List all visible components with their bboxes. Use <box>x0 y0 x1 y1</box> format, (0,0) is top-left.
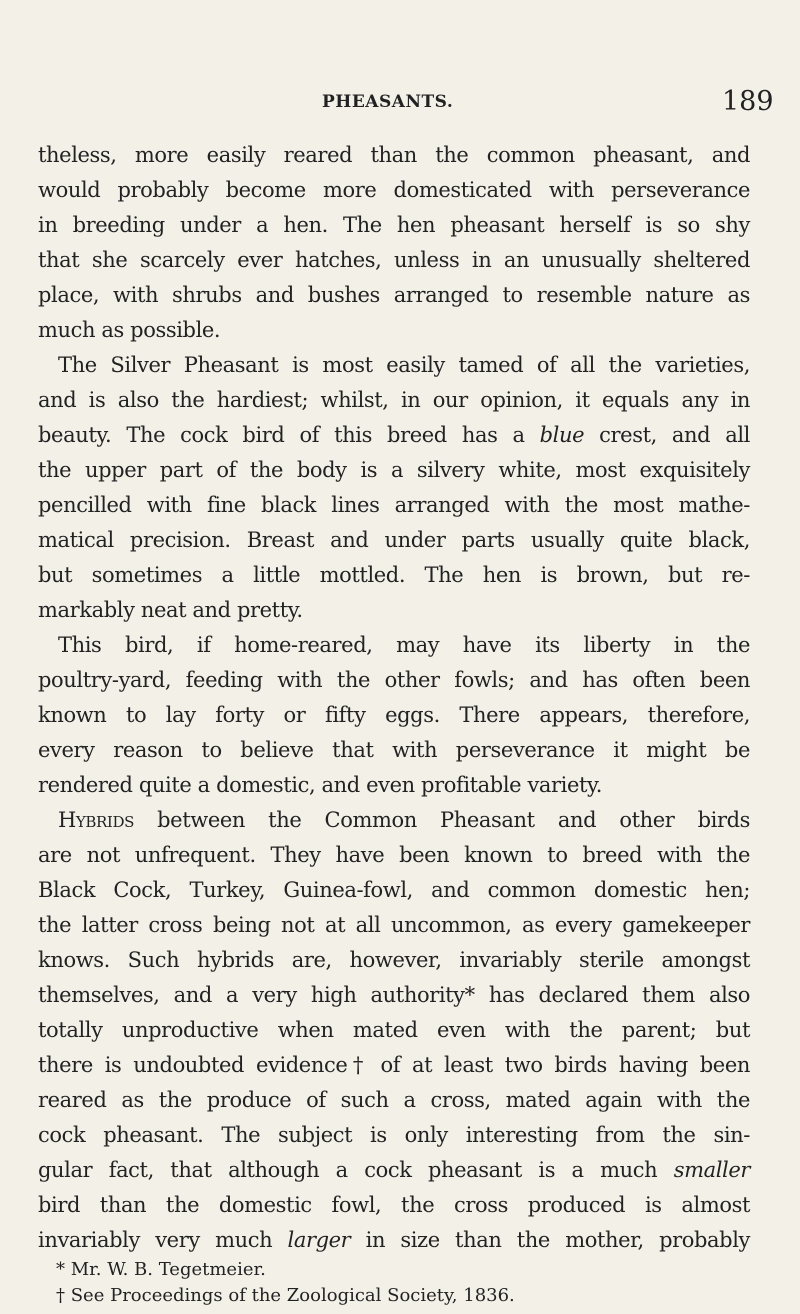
text-line: are not unfrequent. They have been known to breed with the <box>38 843 750 867</box>
paragraph-start-line: The Silver Pheasant is most easily tamed of all the varieties, <box>58 353 750 377</box>
text-line: bird than the domestic fowl, the cross produced is almost <box>38 1193 750 1217</box>
text-line: reared as the produce of such a cross, mated again with the <box>38 1088 750 1112</box>
paragraph-start-line <box>58 805 750 835</box>
text-span: in size than the mother, probably <box>350 1228 750 1252</box>
text-line: theless, more easily reared than the common pheasant, and <box>38 143 750 167</box>
text-line: the upper part of the body is a silvery white, most exquisitely <box>38 458 750 482</box>
text-line: place, with shrubs and bushes arranged to resemble nature as <box>38 283 750 307</box>
text-line: knows. Such hybrids are, however, invariably sterile amongst <box>38 948 750 972</box>
text-line: Black Cock, Turkey, Guinea-fowl, and common domestic hen; <box>38 878 750 902</box>
paragraph-start-line: This bird, if home-reared, may have its liberty in the <box>58 633 750 657</box>
text-line: and is also the hardiest; whilst, in our opinion, it equals any in <box>38 388 750 412</box>
text-line <box>38 420 750 450</box>
italic-word-blue: blue <box>539 423 585 447</box>
text-line: there is undoubted evidence† of at least two birds having been <box>38 1053 750 1077</box>
text-line: in breeding under a hen. The hen pheasant herself is so shy <box>38 213 750 237</box>
page-number: 189 <box>722 86 774 117</box>
text-line: would probably become more domesticated with perseverance <box>38 178 750 202</box>
text-line: much as possible. <box>38 318 221 342</box>
text-line: matical precision. Breast and under parts usually quite black, <box>38 528 750 552</box>
text-line: the latter cross being not at all uncommon, as every gamekeeper <box>38 913 750 937</box>
text-span: beauty. The cock bird of this breed has a <box>38 423 540 447</box>
text-span: crest, and all <box>584 423 750 447</box>
text-line <box>38 1225 750 1255</box>
text-line: poultry-yard, feeding with the other fowls; and has often been <box>38 668 750 692</box>
italic-word-larger: larger <box>287 1228 351 1252</box>
smallcaps-heading-hybrids: Hybrids <box>58 808 134 832</box>
text-line: known to lay forty or fifty eggs. There appears, therefore, <box>38 703 750 727</box>
footnote-1: * Mr. W. B. Tegetmeier. <box>56 1259 266 1280</box>
text-line: that she scarcely ever hatches, unless in an unusually sheltered <box>38 248 750 272</box>
text-line: every reason to believe that with perseverance it might be <box>38 738 750 762</box>
page-header <box>0 86 800 126</box>
text-line <box>38 1155 750 1185</box>
text-line: cock pheasant. The subject is only interesting from the sin- <box>38 1123 750 1147</box>
text-line: totally unproductive when mated even with the parent; but <box>38 1018 750 1042</box>
text-span: between the Common Pheasant and other birds <box>133 808 750 832</box>
text-line: but sometimes a little mottled. The hen is brown, but re- <box>38 563 750 587</box>
text-line: pencilled with fine black lines arranged with the most mathe- <box>38 493 750 517</box>
text-span: invariably very much <box>38 1228 288 1252</box>
italic-word-smaller: smaller <box>673 1158 750 1182</box>
text-span: gular fact, that although a cock pheasant is a much <box>38 1158 674 1182</box>
text-line: markably neat and pretty. <box>38 598 303 622</box>
text-line: themselves, and a very high authority* has declared them also <box>38 983 750 1007</box>
text-line: rendered quite a domestic, and even profitable variety. <box>38 773 603 797</box>
footnote-2: † See Proceedings of the Zoological Society, 1836. <box>56 1285 515 1306</box>
running-head: PHEASANTS. <box>322 92 454 112</box>
